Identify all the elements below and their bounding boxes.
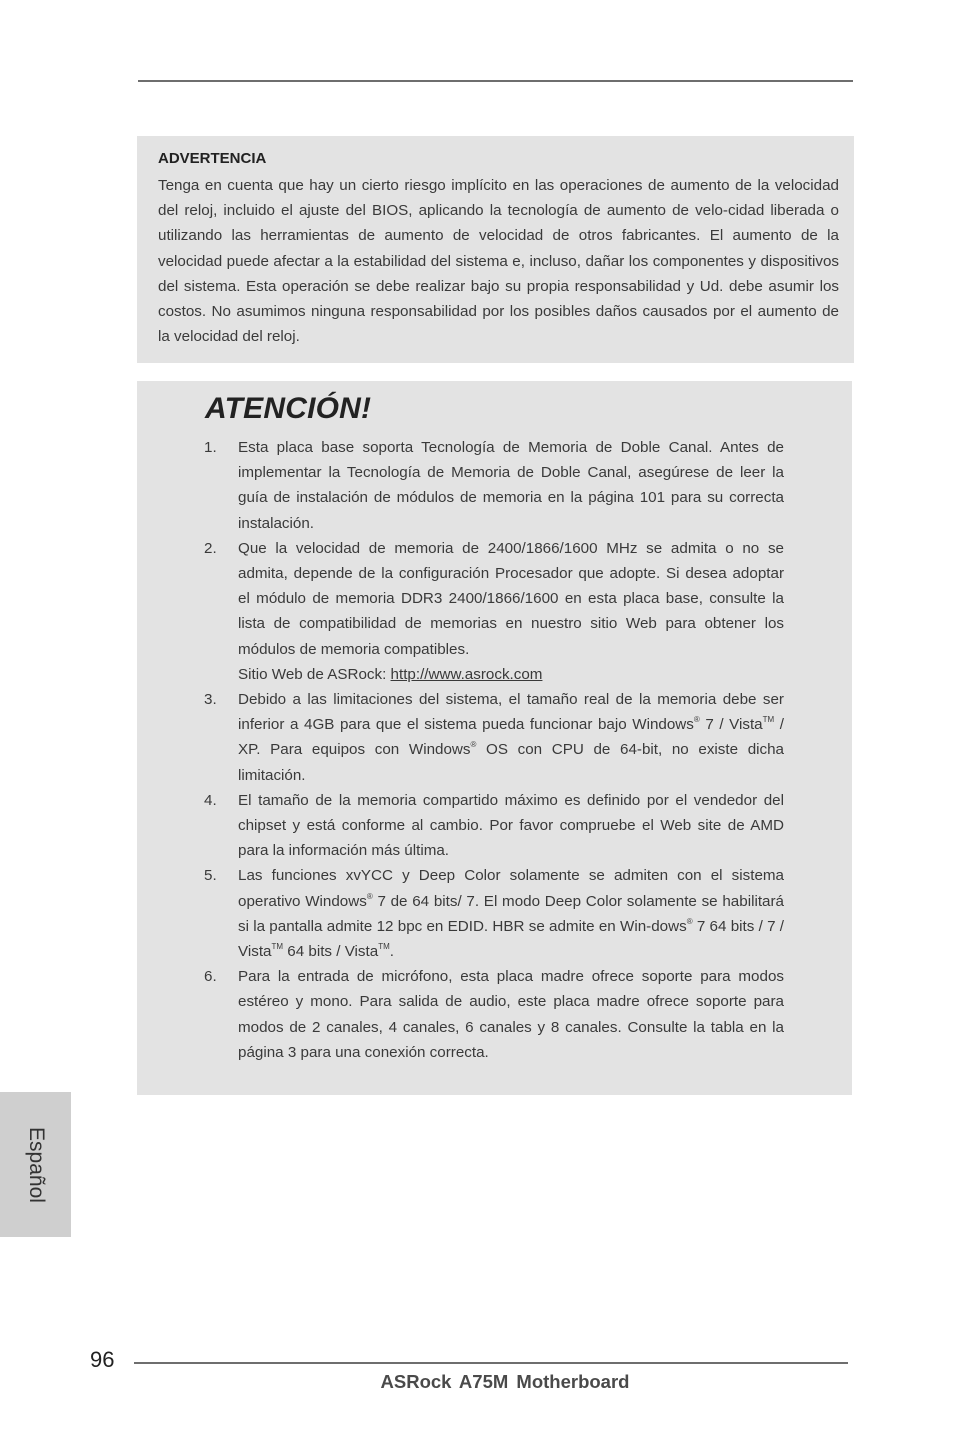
item-number: 6. [204, 968, 217, 986]
item-text: Esta placa base soporta Tecnología de Memoria de Doble Canal. Antes de implementar la Tecnología de Memoria de Doble Canal, asegúrese de leer la guía de instalación de módulos de memoria en la página 101 para su correcta instalación. [238, 439, 784, 532]
text-part: 64 bits / Vista [283, 943, 379, 961]
list-item [204, 536, 784, 687]
language-side-tab [0, 1092, 71, 1237]
trademark: TM [271, 942, 284, 952]
list-item [204, 687, 784, 788]
item-number: 5. [204, 867, 217, 885]
item-number: 1. [204, 439, 217, 456]
text-part: . [389, 943, 394, 961]
list-item [204, 964, 784, 1065]
text-part: Las funciones xvYCC y Deep Color solamente se admiten con el sistema operativo Windows [238, 867, 784, 910]
bottom-rule [134, 1362, 848, 1364]
registered-mark: ® [693, 715, 700, 725]
warning-title: ADVERTENCIA [158, 150, 267, 167]
footer-title: ASRock A75M Motherboard [380, 1371, 630, 1392]
trademark: TM [762, 715, 775, 725]
website-link[interactable]: http://www.asrock.com [390, 665, 543, 683]
item-number: 2. [204, 539, 217, 557]
item-text: Para la entrada de micrófono, esta placa madre ofrece soporte para modos estéreo y mono. Para salida de audio, este placa madre ofrece soporte para modos de 2 canales, 4 canales, 6 canales y 8 canales. Consulte la tabla en la página 3 para una conexión correcta. [238, 968, 784, 1061]
text-part: / XP. Para equipos con Windows [238, 716, 784, 759]
text-part: Debido a las limitaciones del sistema, el tamaño real de la memoria debe ser inferior a 4GB para que el sistema pueda funcionar bajo Windows [238, 691, 784, 734]
text-part: 7 64 bits / 7 / Vista [238, 917, 784, 961]
text-part: OS con CPU de 64-bit, no existe dicha limitación. [238, 741, 785, 784]
page-number: 96 [90, 1347, 115, 1372]
attention-title: ATENCIÓN! [205, 392, 372, 425]
list-item [204, 788, 784, 864]
text-part: 7 / Vista [699, 716, 763, 734]
attention-box [137, 381, 852, 1095]
warning-box [137, 136, 854, 363]
trademark: TM [378, 942, 390, 952]
item-text: El tamaño de la memoria compartido máximo es definido por el vendedor del chipset y está conforme al cambio. Por favor compruebe el Web site de AMD para la información más última. [238, 791, 784, 860]
text-part: 7 de 64 bits/ 7. El modo Deep Color solamente se habilitará si la pantalla admite 12 bpc en EDID. HBR se admite en Win-dows [238, 892, 784, 935]
attention-list [204, 435, 784, 1065]
language-label: Español [24, 1126, 48, 1203]
website-label: Sitio Web de ASRock: [238, 665, 387, 683]
item-number: 3. [204, 691, 217, 709]
website-line [238, 662, 784, 687]
registered-mark: ® [686, 916, 693, 926]
item-number: 4. [204, 791, 217, 809]
warning-body: Tenga en cuenta que hay un cierto riesgo implícito en las operaciones de aumento de la velocidad del reloj, incluido el ajuste del BIOS, aplicando la tecnología de aumento de velo-cidad liberada o utilizando las herramientas de aumento de velocidad de otros fabricantes. El aumento de la velocidad puede afectar a la estabilidad del sistema e, incluso, dañar los componentes y dispositivos del sistema. Esta operación se debe realizar bajo su propia responsabilidad y Ud. debe asumir los costos. No asumimos ninguna responsabilidad por los posibles daños causados por el aumento de la velocidad del reloj. [158, 177, 839, 346]
list-item [204, 435, 784, 536]
registered-mark: ® [470, 740, 477, 750]
registered-mark: ® [366, 891, 373, 901]
top-rule [138, 80, 853, 82]
list-item [204, 863, 784, 964]
item-text: Que la velocidad de memoria de 2400/1866/1600 MHz se admita o no se admita, depende de la configuración Procesador que adopte. Si desea adoptar el módulo de memoria DDR3 2400/1866/1600 en esta placa base, consulte la lista de compatibilidad de memorias en nuestro sitio Web para obtener los módulos de memoria compatibles. [238, 539, 784, 658]
item-text [238, 867, 784, 960]
item-text [238, 691, 784, 784]
